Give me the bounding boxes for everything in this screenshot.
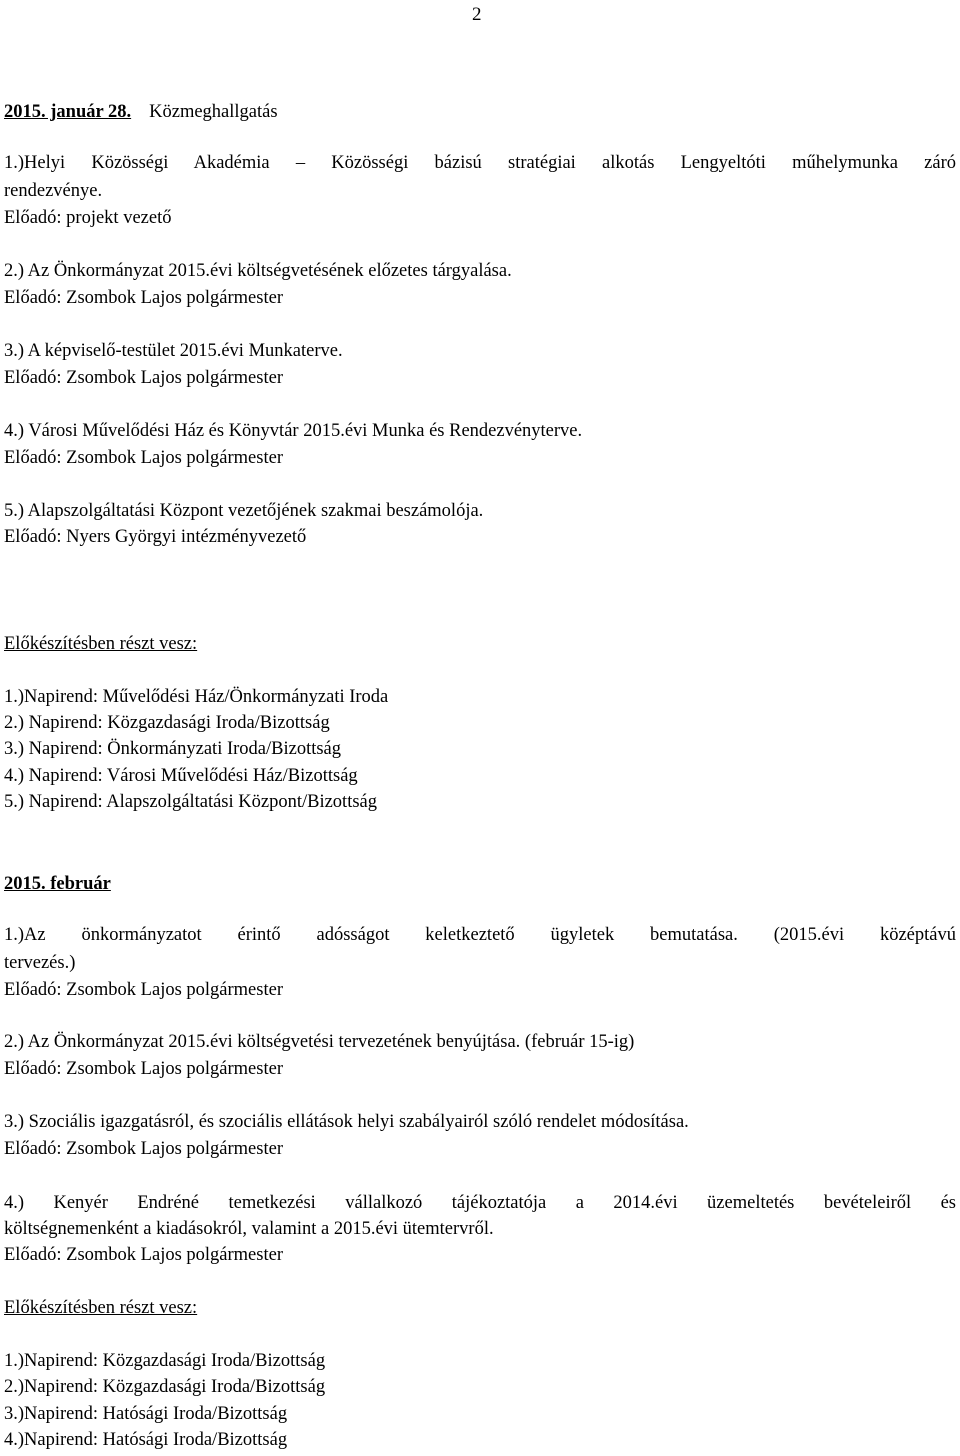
feb-item-1-title-line1: 1.)Az önkormányzatot érintő adósságot keletkeztető ügyletek bemutatása. (2015.évi középtávú [4, 925, 956, 945]
feb-item-1-title-line2: tervezés.) [4, 953, 76, 973]
page-number: 2 [472, 4, 482, 25]
feb-item-2-title: 2.) Az Önkormányzat 2015.évi költségvetési tervezetének benyújtása. (február 15-ig) [4, 1032, 635, 1052]
jan-prep-item-1: 1.)Napirend: Művelődési Ház/Önkormányzati Iroda [4, 687, 389, 707]
jan-item-1-title-line2: rendezvénye. [4, 181, 103, 201]
feb-item-3-title: 3.) Szociális igazgatásról, és szociális ellátások helyi szabályairól szóló rendelet módosítása. [4, 1112, 689, 1132]
jan-prep-item-5: 5.) Napirend: Alapszolgáltatási Központ/Bizottság [4, 792, 377, 812]
jan-prep-item-4: 4.) Napirend: Városi Művelődési Ház/Bizottság [4, 766, 358, 786]
january-date: 2015. január 28. [4, 102, 132, 122]
feb-item-4-presenter: Előadó: Zsombok Lajos polgármester [4, 1245, 283, 1265]
jan-prep-item-2: 2.) Napirend: Közgazdasági Iroda/Bizottság [4, 713, 330, 733]
feb-item-4-title-line1: 4.) Kenyér Endréné temetkezési vállalkozó tájékoztatója a 2014.évi üzemeltetés bevételeiről és [4, 1193, 956, 1213]
jan-item-3-title: 3.) A képviselő-testület 2015.évi Munkaterve. [4, 341, 343, 361]
january-title: Közmeghallgatás [149, 102, 278, 122]
jan-item-5-presenter: Előadó: Nyers Györgyi intézményvezető [4, 527, 307, 547]
feb-prep-item-3: 3.)Napirend: Hatósági Iroda/Bizottság [4, 1404, 288, 1424]
jan-item-2-title: 2.) Az Önkormányzat 2015.évi költségvetésének előzetes tárgyalása. [4, 261, 512, 281]
feb-prep-item-2: 2.)Napirend: Közgazdasági Iroda/Bizottság [4, 1377, 326, 1397]
jan-item-4-title: 4.) Városi Művelődési Ház és Könyvtár 2015.évi Munka és Rendezvényterve. [4, 421, 583, 441]
feb-prep-heading: Előkészítésben részt vesz: [4, 1298, 198, 1318]
jan-item-1-title-line1: 1.)Helyi Közösségi Akadémia – Közösségi bázisú stratégiai alkotás Lengyeltóti műhelymunka záró [4, 153, 956, 173]
feb-item-4-title-line2: költségnemenként a kiadásokról, valamint a 2015.évi ütemtervről. [4, 1219, 494, 1239]
jan-prep-item-3: 3.) Napirend: Önkormányzati Iroda/Bizottság [4, 739, 342, 759]
jan-item-3-presenter: Előadó: Zsombok Lajos polgármester [4, 368, 283, 388]
feb-item-2-presenter: Előadó: Zsombok Lajos polgármester [4, 1059, 283, 1079]
jan-prep-heading: Előkészítésben részt vesz: [4, 634, 198, 654]
jan-item-4-presenter: Előadó: Zsombok Lajos polgármester [4, 448, 283, 468]
jan-item-1-presenter: Előadó: projekt vezető [4, 208, 172, 228]
feb-prep-item-4: 4.)Napirend: Hatósági Iroda/Bizottság [4, 1430, 288, 1450]
feb-prep-item-1: 1.)Napirend: Közgazdasági Iroda/Bizottság [4, 1351, 326, 1371]
february-date: 2015. február [4, 874, 111, 894]
feb-item-1-presenter: Előadó: Zsombok Lajos polgármester [4, 980, 283, 1000]
january-heading [4, 101, 278, 123]
jan-item-2-presenter: Előadó: Zsombok Lajos polgármester [4, 288, 283, 308]
jan-item-5-title: 5.) Alapszolgáltatási Központ vezetőjének szakmai beszámolója. [4, 501, 484, 521]
feb-item-3-presenter: Előadó: Zsombok Lajos polgármester [4, 1139, 283, 1159]
